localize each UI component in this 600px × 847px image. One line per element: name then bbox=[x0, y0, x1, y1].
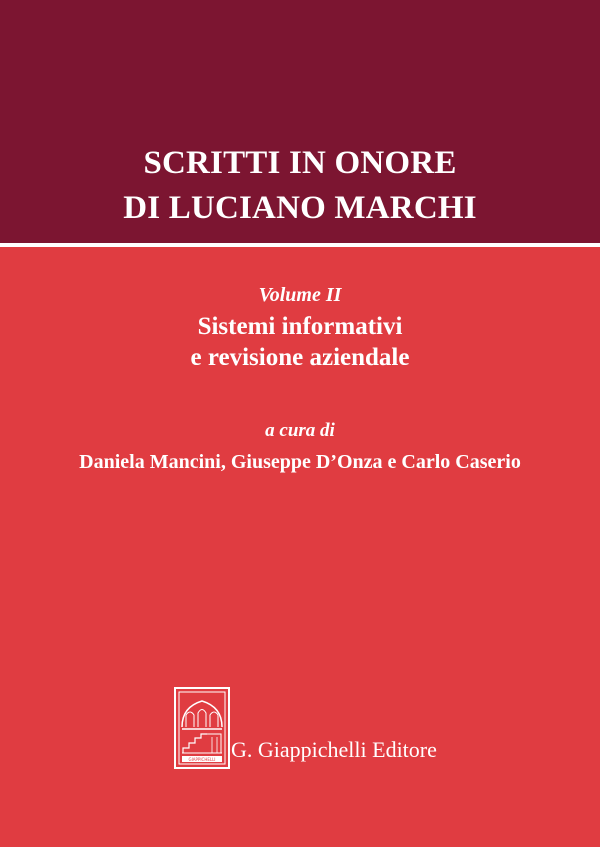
subtitle-line-1: Sistemi informativi bbox=[197, 313, 403, 340]
svg-text:GIAPPICHELLI: GIAPPICHELLI bbox=[188, 757, 216, 762]
editors-names: Daniela Mancini, Giuseppe D’Onza e Carlo Caserio bbox=[79, 451, 521, 473]
volume-label: Volume II bbox=[258, 284, 342, 306]
subtitle-line-2: e revisione aziendale bbox=[190, 344, 410, 371]
title-line-1: SCRITTI IN ONORE bbox=[143, 145, 457, 181]
publisher-logo-icon bbox=[174, 687, 230, 769]
band-divider bbox=[0, 243, 600, 247]
title-line-2: DI LUCIANO MARCHI bbox=[123, 190, 477, 226]
publisher-name: G. Giappichelli Editore bbox=[231, 737, 437, 762]
curated-by-label: a cura di bbox=[265, 420, 335, 441]
